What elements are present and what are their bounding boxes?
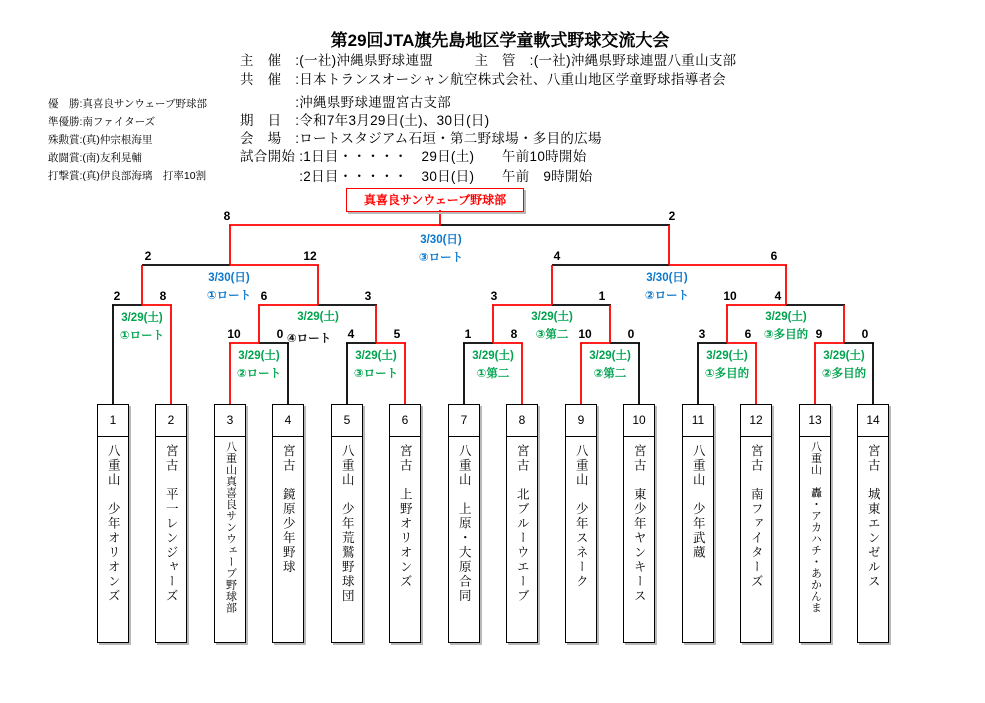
r1a-venue: ②ロート — [236, 368, 282, 380]
r1b-score-left: 4 — [347, 327, 355, 341]
info-line-start-day2: :2日目・・・・・ 30日(日) 午前 9時開始 — [240, 169, 593, 184]
team-name: 八重山 少年武蔵 — [691, 444, 706, 560]
team-box-10 — [623, 404, 655, 643]
team-number: 11 — [683, 405, 713, 437]
r1d-score-right: 0 — [627, 327, 635, 341]
qf1-venue: ①ロート — [119, 330, 165, 342]
qf1-score-left: 2 — [113, 289, 121, 303]
sf1-score-left: 2 — [144, 249, 152, 263]
r1d-venue: ②第二 — [593, 368, 627, 380]
sf1-label — [207, 269, 251, 305]
sf1-date: 3/30(日) — [208, 272, 250, 284]
team-number: 3 — [215, 405, 245, 437]
info-line-sponsor: 主 催 :(一社)沖縄県野球連盟 主 管 :(一社)沖縄県野球連盟八重山支部 — [240, 53, 737, 68]
r1e-label — [705, 347, 749, 383]
team-number: 9 — [566, 405, 596, 437]
team-name: 八重山真喜良サンウェーブ野球部 — [224, 441, 237, 614]
team-name: 宮古 城東エンゼルス — [866, 444, 881, 589]
r1a-date: 3/29(土) — [238, 350, 280, 362]
award-mvp: 殊勲賞:(真)仲宗根海里 — [48, 134, 153, 146]
team-number: 2 — [156, 405, 186, 437]
r1c-date: 3/29(土) — [472, 350, 514, 362]
team-name: 八重山 轟・アカハチ・あかんま — [809, 441, 822, 614]
r1e-venue: ①多目的 — [704, 368, 750, 380]
team-number: 8 — [507, 405, 537, 437]
award-runner-up: 準優勝:南ファイターズ — [48, 116, 156, 128]
team-box-2 — [155, 404, 187, 643]
qf3-label — [531, 308, 573, 344]
r1c-score-left: 1 — [464, 327, 472, 341]
team-number: 1 — [98, 405, 128, 437]
r1c-venue: ①第二 — [476, 368, 510, 380]
team-name: 宮古 鏡原少年野球 — [281, 444, 296, 575]
qf4-venue: ③多目的 — [763, 329, 809, 341]
team-number: 7 — [449, 405, 479, 437]
team-box-12 — [740, 404, 772, 643]
team-name: 宮古 上野オリオンズ — [398, 444, 413, 589]
team-box-3 — [214, 404, 246, 643]
final-score-left: 8 — [223, 209, 231, 223]
sf2-date: 3/30(日) — [646, 272, 688, 284]
r1d-score-left: 10 — [578, 327, 592, 341]
qf4-score-left: 10 — [723, 289, 737, 303]
team-name: 宮古 平一レンジャーズ — [164, 444, 179, 604]
r1f-date: 3/29(土) — [823, 350, 865, 362]
sf1-score-right: 12 — [303, 249, 317, 263]
award-batting: 打撃賞:(真)伊良部海璃 打率10割 — [48, 170, 207, 182]
final-venue: ③ロート — [418, 252, 464, 264]
r1e-date: 3/29(土) — [706, 350, 748, 362]
qf3-score-left: 3 — [490, 289, 498, 303]
qf3-venue: ③第二 — [535, 329, 569, 341]
info-line-venues: 会 場 :ロートスタジアム石垣・第二野球場・多目的広場 — [240, 131, 602, 146]
info-line-start-day1: 試合開始 :1日目・・・・・ 29日(土) 午前10時開始 — [240, 149, 587, 164]
final-score-right: 2 — [668, 209, 676, 223]
r1a-score-left: 10 — [227, 327, 241, 341]
team-number: 14 — [858, 405, 888, 437]
info-line-cosponsor: 共 催 :日本トランスオーシャン航空株式会社、八重山地区学童野球指導者会 — [240, 72, 727, 87]
team-number: 6 — [390, 405, 420, 437]
team-box-9 — [565, 404, 597, 643]
sf2-venue: ②ロート — [644, 290, 690, 302]
team-number: 10 — [624, 405, 654, 437]
r1f-label — [822, 347, 866, 383]
team-box-8 — [506, 404, 538, 643]
qf3-date: 3/29(土) — [531, 311, 573, 323]
info-line-cosponsor2: :沖縄県野球連盟宮古支部 — [240, 95, 452, 110]
team-box-1 — [97, 404, 129, 643]
final-label — [419, 231, 463, 267]
r1e-score-right: 6 — [744, 327, 752, 341]
team-box-13 — [799, 404, 831, 643]
qf2-score-right: 3 — [364, 289, 372, 303]
team-box-5 — [331, 404, 363, 643]
team-box-7 — [448, 404, 480, 643]
r1b-date: 3/29(土) — [355, 350, 397, 362]
r1d-date: 3/29(土) — [589, 350, 631, 362]
sf2-score-right: 6 — [770, 249, 778, 263]
r1b-label — [354, 347, 398, 383]
r1c-label — [472, 347, 514, 383]
champion-box: 真喜良サンウェーブ野球部 — [346, 188, 524, 212]
team-box-11 — [682, 404, 714, 643]
qf2-venue: ④ロート — [286, 333, 332, 345]
r1f-score-right: 0 — [861, 327, 869, 341]
qf1-score-right: 8 — [159, 289, 167, 303]
r1a-label — [237, 347, 281, 383]
team-number: 4 — [273, 405, 303, 437]
qf4-score-right: 4 — [774, 289, 782, 303]
team-name: 宮古 南ファイターズ — [749, 444, 764, 589]
team-box-6 — [389, 404, 421, 643]
qf2-date: 3/29(土) — [297, 311, 339, 323]
r1d-label — [589, 347, 631, 383]
team-name: 八重山 少年オリオンズ — [106, 444, 121, 604]
qf4-label — [764, 308, 808, 344]
sf1-venue: ①ロート — [206, 290, 252, 302]
sf2-score-left: 4 — [553, 249, 561, 263]
qf1-label — [120, 309, 164, 345]
team-number: 13 — [800, 405, 830, 437]
team-name: 八重山 少年スネーク — [574, 444, 589, 589]
tournament-title: 第29回JTA旗先島地区学童軟式野球交流大会 — [330, 31, 670, 50]
final-date: 3/30(日) — [420, 234, 462, 246]
award-champion: 優 勝:真喜良サンウェーブ野球部 — [48, 98, 207, 110]
r1f-score-left: 9 — [815, 327, 823, 341]
r1b-venue: ③ロート — [353, 368, 399, 380]
r1c-score-right: 8 — [510, 327, 518, 341]
team-name: 八重山 上原・大原合同 — [457, 444, 472, 604]
team-box-14 — [857, 404, 889, 643]
team-name: 宮古 東少年ヤンキース — [632, 444, 647, 604]
team-box-4 — [272, 404, 304, 643]
qf1-date: 3/29(土) — [121, 312, 163, 324]
qf3-score-right: 1 — [598, 289, 606, 303]
sf2-label — [645, 269, 689, 305]
team-name: 八重山 少年荒鷲野球団 — [340, 444, 355, 604]
r1a-score-right: 0 — [276, 327, 284, 341]
team-number: 12 — [741, 405, 771, 437]
team-number: 5 — [332, 405, 362, 437]
r1f-venue: ②多目的 — [821, 368, 867, 380]
r1e-score-left: 3 — [698, 327, 706, 341]
r1b-score-right: 5 — [393, 327, 401, 341]
qf2-score-left: 6 — [260, 289, 268, 303]
qf4-date: 3/29(土) — [765, 311, 807, 323]
award-fighting-spirit: 敢闘賞:(南)友利晃輔 — [48, 152, 142, 164]
team-name: 宮古 北ブルーウエーブ — [515, 444, 530, 604]
info-line-dates: 期 日 :令和7年3月29日(土)、30日(日) — [240, 113, 490, 128]
qf2-label — [297, 308, 339, 326]
